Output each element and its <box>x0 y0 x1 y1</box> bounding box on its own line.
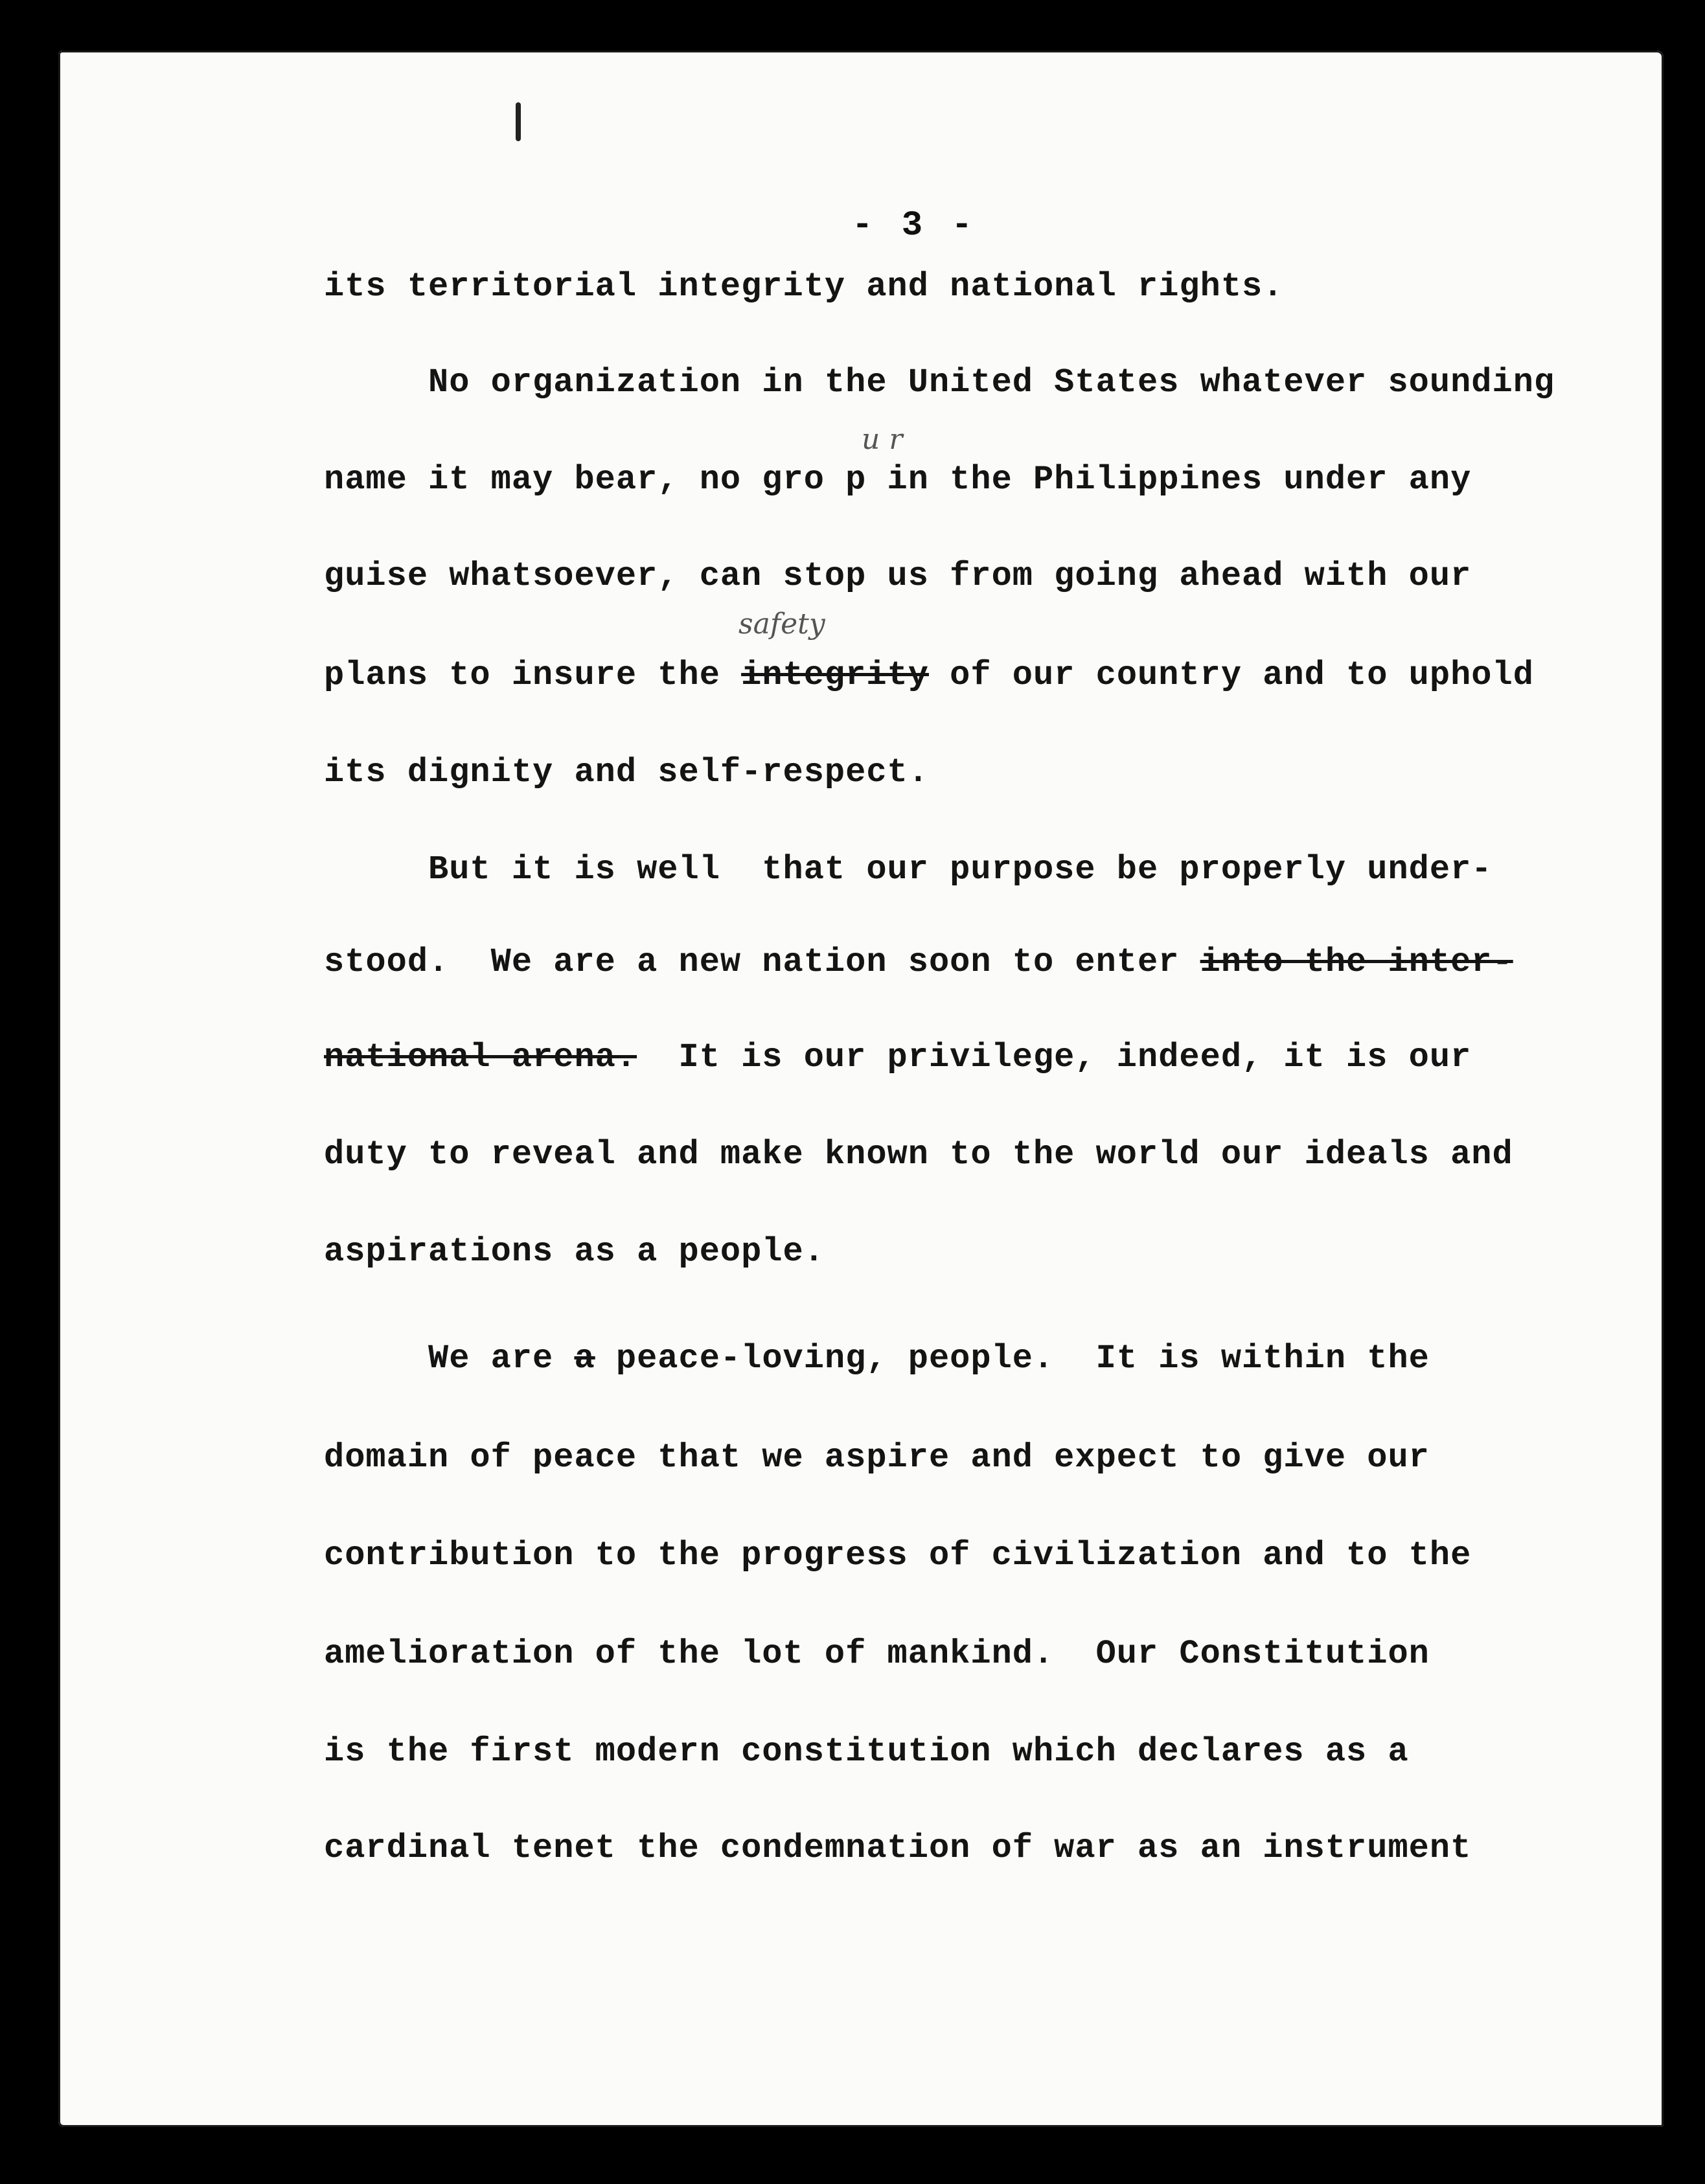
text-line <box>324 1339 1430 1378</box>
page-number: - 3 - <box>852 206 977 245</box>
line-text: It is our privilege, indeed, it is our <box>637 1038 1472 1076</box>
struck-text: integrity <box>741 656 929 694</box>
text-line <box>324 753 929 791</box>
line-text: plans to insure the <box>324 656 742 694</box>
struck-text: into the inter- <box>1200 943 1513 981</box>
line-text: of our country and to uphold <box>928 656 1534 694</box>
text-line <box>324 850 1492 889</box>
line-text: its dignity and self-respect. <box>324 753 929 791</box>
line-text: is the first modern constitution which declares as a <box>324 1733 1409 1771</box>
line-text: No organization in the United States whatever sounding <box>324 363 1555 402</box>
line-text: stood. We are a new nation soon to enter <box>324 943 1200 981</box>
line-text: name it may bear, no gro p in the Philippines under any <box>324 461 1472 499</box>
line-text: aspirations as a people. <box>324 1233 825 1271</box>
line-text: But it is well that our purpose be properly under- <box>324 850 1493 889</box>
text-line <box>324 1439 1430 1477</box>
text-line <box>324 656 1534 694</box>
document-page <box>58 51 1664 2127</box>
text-line <box>324 1233 825 1271</box>
text-line <box>324 943 1513 981</box>
text-line <box>324 1829 1471 1867</box>
text-line <box>324 1038 1471 1076</box>
punch-mark <box>516 102 521 141</box>
handwritten-annotation: safety <box>738 608 825 641</box>
line-text: domain of peace that we aspire and expect to give our <box>324 1439 1430 1477</box>
line-text: cardinal tenet the condemnation of war as an instrument <box>324 1829 1472 1867</box>
handwritten-annotation: u r <box>862 423 903 456</box>
text-line <box>324 1635 1430 1673</box>
text-line <box>324 557 1471 595</box>
text-line <box>324 267 1283 306</box>
text-line <box>324 461 1471 499</box>
text-line <box>324 1135 1513 1174</box>
struck-text: national arena. <box>324 1038 637 1076</box>
line-text: We are <box>324 1339 575 1378</box>
text-line <box>324 1733 1409 1771</box>
line-text: its territorial integrity and national rights. <box>324 267 1284 306</box>
line-text: guise whatsoever, can stop us from going ahead with our <box>324 557 1472 595</box>
line-text: Our Constitution <box>1054 1635 1430 1673</box>
line-text: contribution to the progress of civilization and to the <box>324 1536 1472 1575</box>
text-line <box>324 1536 1471 1575</box>
struck-text: a <box>574 1339 595 1378</box>
line-text: duty to reveal and make known to the world our ideals and <box>324 1135 1513 1174</box>
text-line <box>324 363 1555 402</box>
line-text: amelioration of the lot of mankind. <box>324 1635 1055 1673</box>
line-text: peace-loving, people. It is within the <box>595 1339 1430 1378</box>
